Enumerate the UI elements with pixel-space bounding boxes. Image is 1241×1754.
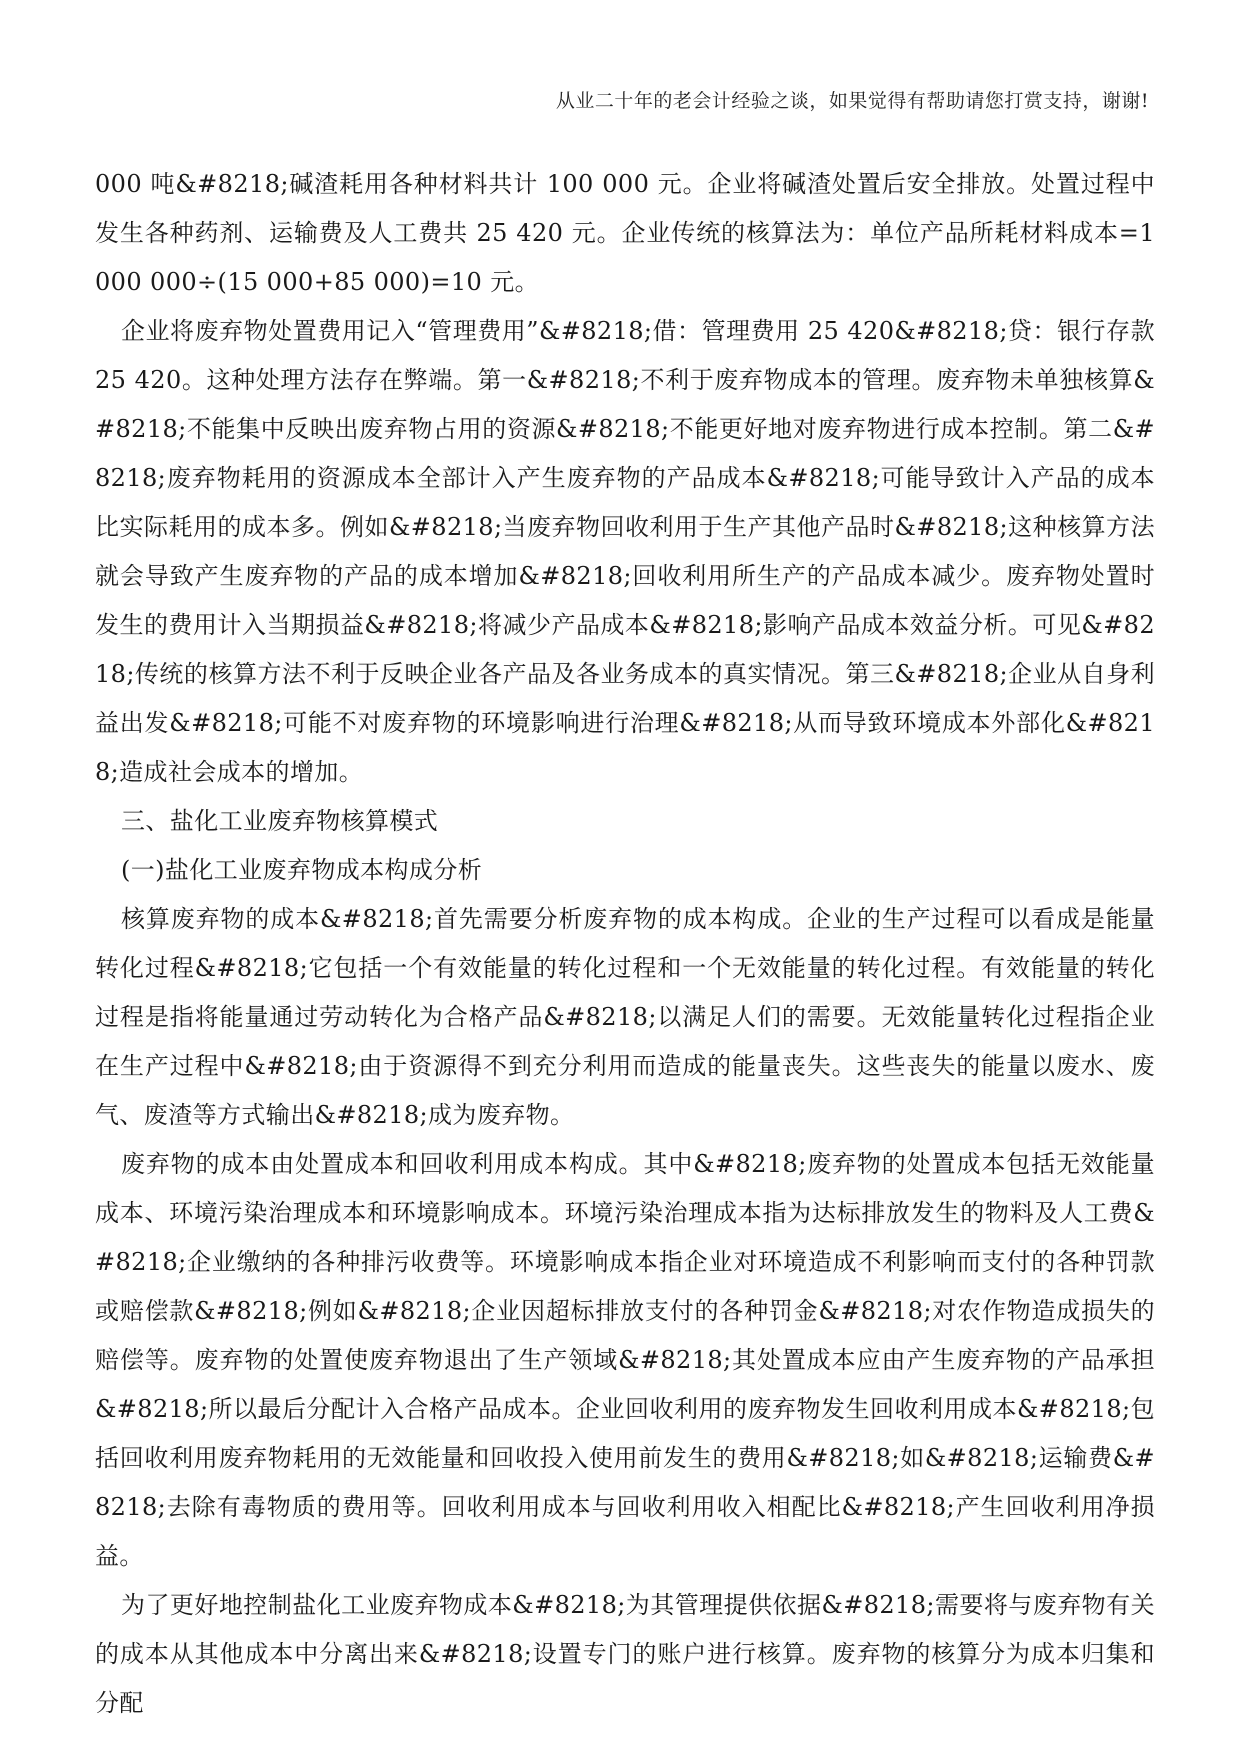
paragraph-cost-analysis: 核算废弃物的成本&#8218;首先需要分析废弃物的成本构成。企业的生产过程可以看成是能量转化过程&#8218;它包括一个有效能量的转化过程和一个无效能量的转化过程。有效能量的转化过程是指将能量通过劳动转化为合格产品&#8218;以满足人们的需要。无效能量转化过程指企业在生产过程中&#8218;由于资源得不到充分利用而造成的能量丧失。这些丧失的能量以废水、废气、废渣等方式输出&#8218;成为废弃物。: [95, 905, 1155, 1129]
paragraph-disadvantages: 企业将废弃物处置费用记入“管理费用”&#8218;借：管理费用 25 420&#8218;贷：银行存款 25 420。这种处理方法存在弊端。第一&#8218;不利于废弃物成本的管理。废弃物未单独核算&#8218;不能集中反映出废弃物占用的资源&#8218;不能更好地对废弃物进行成本控制。第二&#8218;废弃物耗用的资源成本全部计入产生废弃物的产品成本&#8218;可能导致计入产品的成本比实际耗用的成本多。例如&#8218;当废弃物回收利用于生产其他产品时&#8218;这种核算方法就会导致产生废弃物的产品的成本增加&#8218;回收利用所生产的产品成本减少。废弃物处置时发生的费用计入当期损益&#8218;将减少产品成本&#8218;影响产品成本效益分析。可见&#8218;传统的核算方法不利于反映企业各产品及各业务成本的真实情况。第三&#8218;企业从自身利益出发&#8218;可能不对废弃物的环境影响进行治理&#8218;从而导致环境成本外部化&#8218;造成社会成本的增加。: [95, 317, 1155, 786]
paragraph-continuation: 000 吨&#8218;碱渣耗用各种材料共计 100 000 元。企业将碱渣处置后安全排放。处置过程中发生各种药剂、运输费及人工费共 25 420 元。企业传统的核算法为：单位产品所耗材料成本=1 000 000÷(15 000+85 000)=10 元。: [95, 170, 1155, 296]
paragraph-accounting-separation: 为了更好地控制盐化工业废弃物成本&#8218;为其管理提供依据&#8218;需要将与废弃物有关的成本从其他成本中分离出来&#8218;设置专门的账户进行核算。废弃物的核算分为成本归集和分配: [95, 1591, 1155, 1717]
section-heading: 三、盐化工业废弃物核算模式: [121, 807, 439, 835]
document-body: [95, 160, 1155, 1728]
subsection-heading: (一)盐化工业废弃物成本构成分析: [121, 856, 483, 884]
header-note: 从业二十年的老会计经验之谈，如果觉得有帮助请您打赏支持，谢谢!: [555, 90, 1149, 112]
paragraph-cost-composition: 废弃物的成本由处置成本和回收利用成本构成。其中&#8218;废弃物的处置成本包括无效能量成本、环境污染治理成本和环境影响成本。环境污染治理成本指为达标排放发生的物料及人工费&#8218;企业缴纳的各种排污收费等。环境影响成本指企业对环境造成不利影响而支付的各种罚款或赔偿款&#8218;例如&#8218;企业因超标排放支付的各种罚金&#8218;对农作物造成损失的赔偿等。废弃物的处置使废弃物退出了生产领域&#8218;其处置成本应由产生废弃物的产品承担&#8218;所以最后分配计入合格产品成本。企业回收利用的废弃物发生回收利用成本&#8218;包括回收利用废弃物耗用的无效能量和回收投入使用前发生的费用&#8218;如&#8218;运输费&#8218;去除有毒物质的费用等。回收利用成本与回收利用收入相配比&#8218;产生回收利用净损益。: [95, 1150, 1155, 1570]
